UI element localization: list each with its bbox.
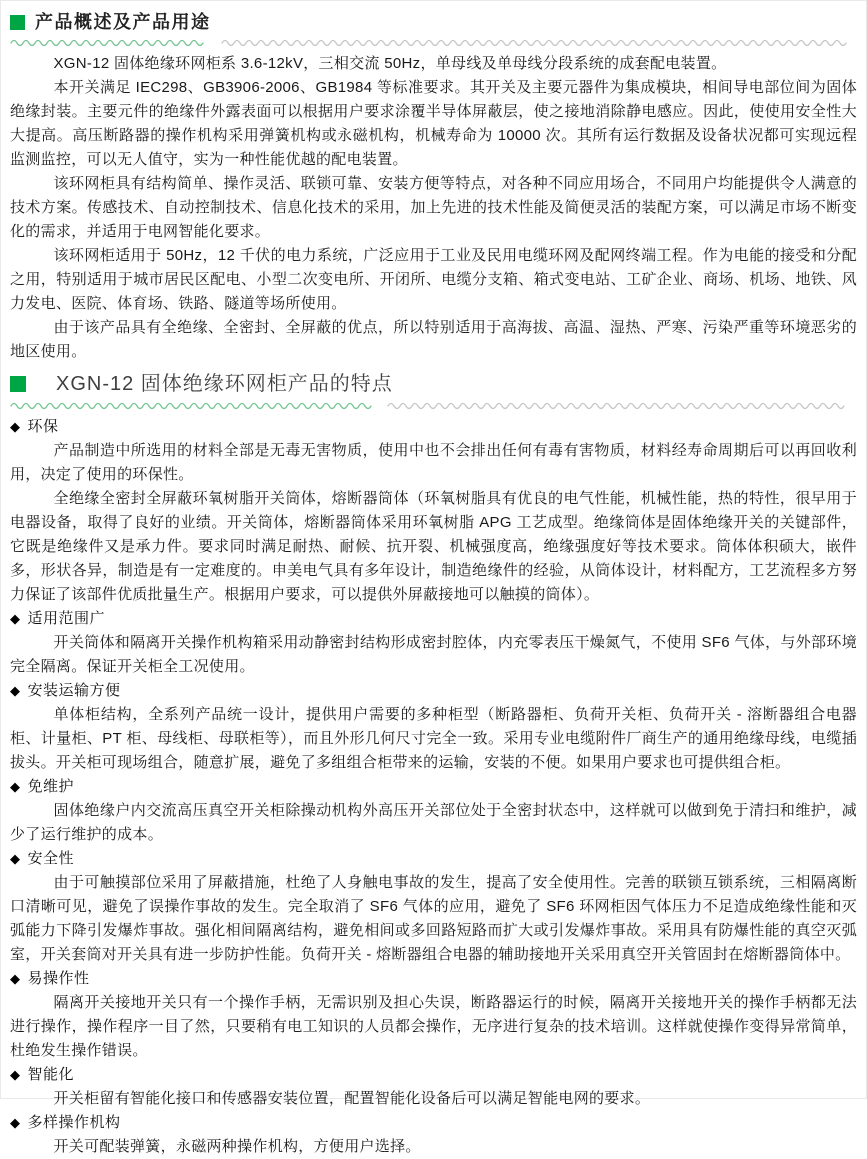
green-square-icon	[10, 376, 26, 392]
feature-title	[10, 1111, 857, 1135]
feature-title	[10, 679, 857, 703]
wavy-line-gray	[387, 400, 849, 409]
paragraph: 本开关满足 IEC298、GB3906-2006、GB1984 等标准要求。其开关及主要元器件为集成模块，相间导电部位间为固体绝缘封装。主要元件的绝缘件外露表面可以根据用户要求涂覆半导体屏蔽层，使之接地消除静电感应。因此，使使用安全性大大提高。高压断路器的操作机构采用弹簧机构或永磁机构，机械寿命为 10000 次。其所有运行数据及设备状况都可实现远程监测监控，可以无人值守，实为一种性能优越的配电装置。	[10, 79, 857, 168]
feature-shiyongfanwei	[10, 607, 857, 679]
feature-mianweihu	[10, 775, 857, 847]
diamond-bullet-icon: ◆	[10, 683, 21, 698]
feature-title-text: 适用范围广	[27, 610, 106, 627]
section2-title: XGN-12 固体绝缘环网柜产品的特点	[56, 373, 393, 395]
feature-title	[10, 967, 857, 991]
feature-paragraph: 开关可配装弹簧，永磁两种操作机构，方便用户选择。	[53, 1138, 421, 1155]
diamond-bullet-icon: ◆	[10, 779, 21, 794]
feature-title	[10, 415, 857, 439]
feature-duoyangcaozuojigou	[10, 1111, 857, 1159]
feature-title	[10, 1063, 857, 1087]
diamond-bullet-icon: ◆	[10, 1115, 21, 1130]
section1-title: 产品概述及产品用途	[35, 12, 211, 32]
diamond-bullet-icon: ◆	[10, 851, 21, 866]
feature-paragraph: 开关柜留有智能化接口和传感器安装位置，配置智能化设备后可以满足智能电网的要求。	[53, 1090, 651, 1107]
feature-paragraph: 隔离开关接地开关只有一个操作手柄，无需识别及担心失误，断路器运行的时候，隔离开关接地开关的操作手柄都无法进行操作，操作程序一目了然，只要稍有电工知识的人员都会操作，无序进行复杂的技术培训。这样就使操作变得异常简单，杜绝发生操作错误。	[10, 994, 857, 1059]
feature-paragraph: 单体柜结构，全系列产品统一设计，提供用户需要的多种柜型（断路器柜、负荷开关柜、负荷开关 - 溶断器组合电器柜、计量柜、PT 柜、母线柜、母联柜等），而且外形几何尺寸完全一致。采用专业电缆附件厂商生产的通用绝缘母线，电缆插拔头。开关柜可现场组合，随意扩展，避免了多组组合柜带来的运输，安装的不便。如果用户要求也可提供组合柜。	[10, 706, 857, 771]
feature-title	[10, 607, 857, 631]
feature-huanbao	[10, 415, 857, 607]
feature-paragraph: 固体绝缘户内交流高压真空开关柜除操动机构外高压开关部位处于全密封状态中，这样就可以做到免于清扫和维护，减少了运行维护的成本。	[10, 802, 857, 843]
paragraph: 该环网柜适用于 50Hz，12 千伏的电力系统，广泛应用于工业及民用电缆环网及配网终端工程。作为电能的接受和分配之用，特别适用于城市居民区配电、小型二次变电所、开闭所、电缆分支箱、箱式变电站、工矿企业、商场、机场、地铁、风力发电、医院、体育场、铁路、隧道等场所使用。	[10, 247, 857, 312]
paragraph: 该环网柜具有结构简单、操作灵活、联锁可靠、安装方便等特点，对各种不同应用场合，不同用户均能提供令人满意的技术方案。传感技术、自动控制技术、信息化技术的采用，加上先进的技术性能及简便灵活的装配方案，可以满足市场不断变化的需求，并适用于电网智能化要求。	[10, 175, 857, 240]
feature-title-text: 环保	[27, 418, 59, 435]
diamond-bullet-icon: ◆	[10, 611, 21, 626]
wavy-line-green	[10, 400, 374, 409]
wavy-line-green	[10, 37, 208, 46]
feature-title-text: 易操作性	[27, 970, 90, 987]
paragraph: 由于该产品具有全绝缘、全密封、全屏蔽的优点，所以特别适用于高海拔、高温、湿热、严寒、污染严重等环境恶劣的地区使用。	[10, 319, 857, 360]
feature-paragraph: 开关筒体和隔离开关操作机构箱采用动静密封结构形成密封腔体，内充零表压干燥氮气，不使用 SF6 气体，与外部环境完全隔离。保证开关柜全工况使用。	[10, 634, 857, 675]
feature-anzhuangyunshu	[10, 679, 857, 775]
feature-title	[10, 775, 857, 799]
feature-paragraph: 全绝缘全密封全屏蔽环氧树脂开关筒体，熔断器筒体（环氧树脂具有优良的电气性能，机械性能，热的特性，很早用于电器设备，取得了良好的业绩。开关筒体，熔断器筒体采用环氧树脂 APG 工艺成型。绝缘筒体是固体绝缘开关的关键部件，它既是绝缘件又是承力件。要求同时满足耐热、耐候、抗开裂、机械强度高，绝缘强度好等技术要求。筒体体积硕大，嵌件多，形状各异，制造是有一定难度的。申美电气具有多年设计，制造绝缘件的经验，从筒体设计，材料配方，工艺流程多方努力保证了该部件优质批量生产。根据用户要求，可以提供外屏蔽接地可以触摸的筒体）。	[10, 490, 857, 603]
section1-body	[10, 52, 857, 364]
feature-title-text: 安装运输方便	[27, 682, 121, 699]
section2-header	[10, 373, 857, 395]
feature-anquanxing	[10, 847, 857, 967]
green-square-icon	[10, 15, 25, 30]
diamond-bullet-icon: ◆	[10, 419, 21, 434]
feature-paragraph: 由于可触摸部位采用了屏蔽措施，杜绝了人身触电事故的发生，提高了安全使用性。完善的联锁互锁系统，三相隔离断口清晰可见，避免了误操作事故的发生。完全取消了 SF6 气体的应用，避免了 SF6 环网柜因气体压力不足造成绝缘性能和灭弧能力下降引发爆炸事故。强化相间隔离结构，避免相间或多回路短路而扩大或引发爆炸事故。采用具有防爆性能的真空灭弧室，开关套筒对开关具有进一步防护性能。负荷开关 - 熔断器组合电器的辅助接地开关采用真空开关管固封在熔断器筒体中。	[10, 874, 857, 963]
section2-divider	[10, 399, 857, 409]
feature-title-text: 智能化	[27, 1066, 75, 1083]
section1-divider	[10, 36, 857, 46]
section1-header	[10, 11, 857, 33]
feature-title	[10, 847, 857, 871]
feature-yicaozuoxing	[10, 967, 857, 1063]
feature-paragraph: 产品制造中所选用的材料全部是无毒无害物质，使用中也不会排出任何有毒有害物质，材料经寿命周期后可以再回收利用，决定了使用的环保性。	[10, 442, 857, 483]
feature-title-text: 多样操作机构	[27, 1114, 121, 1131]
section2-features	[10, 415, 857, 1159]
paragraph: XGN-12 固体绝缘环网柜系 3.6-12kV，三相交流 50Hz，单母线及单母线分段系统的成套配电装置。	[53, 55, 727, 72]
wavy-line-gray	[221, 37, 849, 46]
feature-title-text: 免维护	[27, 778, 75, 795]
feature-title-text: 安全性	[27, 850, 75, 867]
diamond-bullet-icon: ◆	[10, 1067, 21, 1082]
feature-zhinenghua	[10, 1063, 857, 1111]
diamond-bullet-icon: ◆	[10, 971, 21, 986]
